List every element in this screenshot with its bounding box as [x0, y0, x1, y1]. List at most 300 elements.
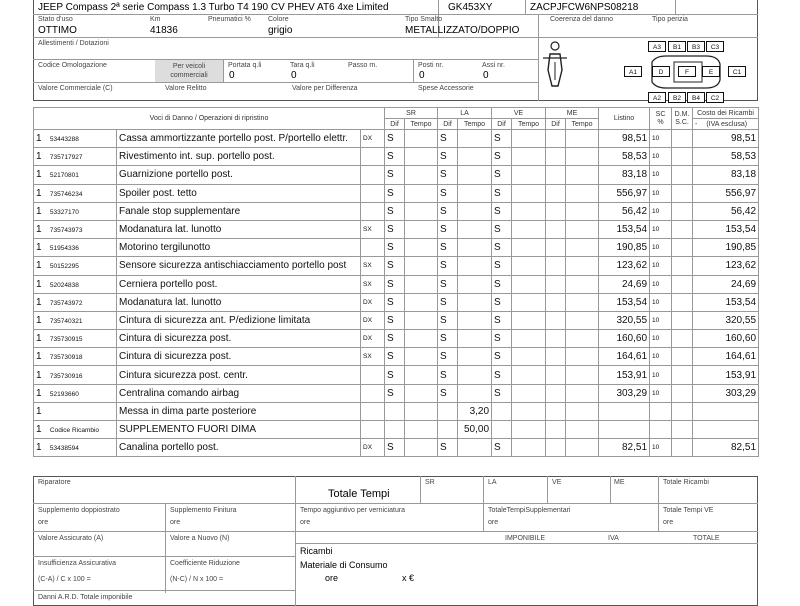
ve-header: VE: [492, 108, 546, 119]
commercial-vehicle-label: Per veicoli commerciali: [170, 63, 208, 79]
sr-tempo-header: Tempo: [405, 119, 438, 130]
row-dm: [672, 384, 693, 402]
table-row: [34, 239, 759, 257]
row-dm: [672, 184, 693, 202]
row-side: [361, 421, 385, 439]
row-cost: 123,62: [693, 257, 759, 275]
row-me-dif: [546, 275, 566, 293]
row-sr-tempo: [405, 257, 438, 275]
footer-la-label: LA: [488, 479, 497, 486]
row-cost: 153,54: [693, 293, 759, 311]
row-me-dif: [546, 421, 566, 439]
la-header: LA: [438, 108, 492, 119]
commercial-value-label: Valore Commerciale (C): [38, 85, 113, 92]
row-ve-dif: S: [492, 330, 512, 348]
row-sr-tempo: [405, 293, 438, 311]
row-me-dif: [546, 239, 566, 257]
row-me-dif: [546, 257, 566, 275]
damage-zone-a1: A1: [624, 66, 642, 77]
row-side: [361, 202, 385, 220]
ve-dif-header: Dif: [492, 119, 512, 130]
row-sc: 10: [650, 348, 672, 366]
row-sr-tempo: [405, 384, 438, 402]
footer-me-label: ME: [614, 479, 625, 486]
row-ve-tempo: [512, 311, 546, 329]
row-la-tempo: 3,20: [458, 402, 492, 420]
row-sr-dif: S: [385, 166, 405, 184]
ricambi-label: Ricambi: [300, 546, 333, 556]
row-sc: 10: [650, 311, 672, 329]
row-ve-dif: [492, 421, 512, 439]
row-sc: 10: [650, 330, 672, 348]
table-row: [34, 202, 759, 220]
row-qty: 1: [36, 278, 42, 290]
row-price: [599, 421, 650, 439]
row-qty: 1: [36, 133, 42, 145]
damage-zone-c2: C2: [706, 92, 724, 103]
row-la-tempo: 50,00: [458, 421, 492, 439]
row-la-dif: [438, 402, 458, 420]
row-ve-tempo: [512, 384, 546, 402]
danni-label: Danni A.R.D. Totale imponibile: [38, 594, 133, 601]
row-la-dif: S: [438, 439, 458, 457]
row-code-cell: [34, 275, 117, 293]
row-dm: [672, 239, 693, 257]
row-me-tempo: [566, 275, 599, 293]
row-sr-tempo: [405, 202, 438, 220]
row-la-tempo: [458, 384, 492, 402]
row-dm: [672, 257, 693, 275]
table-row: [34, 166, 759, 184]
materiale-ore: ore: [325, 573, 339, 583]
row-cost: 24,69: [693, 275, 759, 293]
sc-header: SC %: [650, 108, 672, 130]
row-sr-dif: S: [385, 239, 405, 257]
paint-type-value: METALLIZZATO/DOPPIO: [405, 25, 520, 36]
row-side: [361, 166, 385, 184]
row-code: 735730918: [49, 354, 83, 362]
totale-tempi-ve-label: Totale Tempi VE: [663, 507, 714, 514]
coeff-riduzione-label: Coefficiente Riduzione: [170, 560, 240, 567]
row-la-dif: S: [438, 348, 458, 366]
row-side: [361, 384, 385, 402]
wheelbase-label: Passo m.: [348, 62, 378, 69]
row-code: 53327170: [49, 208, 79, 216]
row-ve-dif: S: [492, 293, 512, 311]
row-la-tempo: [458, 366, 492, 384]
row-me-tempo: [566, 402, 599, 420]
me-header: ME: [546, 108, 599, 119]
row-price: 24,69: [599, 275, 650, 293]
materiale-eur: x €: [402, 573, 415, 583]
row-la-dif: S: [438, 257, 458, 275]
totale-tempi-ve-ore: ore: [663, 519, 674, 526]
row-code-cell: [34, 384, 117, 402]
totals-footer: [33, 476, 758, 606]
row-ve-dif: S: [492, 348, 512, 366]
row-code-cell: [34, 130, 117, 148]
row-code: 51954336: [49, 245, 79, 253]
row-description: Fanale stop supplementare: [117, 202, 361, 220]
row-me-dif: [546, 202, 566, 220]
row-price: 153,54: [599, 293, 650, 311]
row-la-dif: S: [438, 311, 458, 329]
damage-zone-b2: B2: [668, 92, 686, 103]
row-code: 53438594: [49, 445, 79, 453]
row-sr-dif: S: [385, 293, 405, 311]
row-sr-dif: S: [385, 330, 405, 348]
row-ve-tempo: [512, 402, 546, 420]
row-price: 82,51: [599, 439, 650, 457]
row-price: 303,29: [599, 384, 650, 402]
row-me-dif: [546, 348, 566, 366]
row-cost: 153,54: [693, 220, 759, 238]
row-ve-tempo: [512, 421, 546, 439]
row-me-tempo: [566, 293, 599, 311]
row-sr-tempo: [405, 148, 438, 166]
row-description: Centralina comando airbag: [117, 384, 361, 402]
row-side: [361, 148, 385, 166]
formula-b: (N-C) / N x 100 =: [170, 576, 224, 583]
row-la-tempo: [458, 275, 492, 293]
row-la-dif: S: [438, 148, 458, 166]
imponibile-label: IMPONIBILE: [505, 535, 546, 542]
damage-zone-c1: C1: [728, 66, 746, 77]
row-ve-tempo: [512, 239, 546, 257]
row-me-dif: [546, 220, 566, 238]
row-qty: 1: [36, 351, 42, 363]
damage-zone-b4: B4: [687, 92, 705, 103]
row-cost: [693, 402, 759, 420]
row-cost: [693, 421, 759, 439]
supp-finitura-label: Supplemento Finitura: [170, 507, 237, 514]
row-sr-tempo: [405, 348, 438, 366]
row-price: 320,55: [599, 311, 650, 329]
row-sc: 10: [650, 130, 672, 148]
row-qty: 1: [36, 424, 42, 436]
row-qty: 1: [36, 369, 42, 381]
row-la-dif: S: [438, 202, 458, 220]
me-tempo-header: Tempo: [566, 119, 599, 130]
damage-zone-a2: A2: [648, 92, 666, 103]
me-dif-header: Dif: [546, 119, 566, 130]
row-la-tempo: [458, 348, 492, 366]
row-sr-dif: S: [385, 257, 405, 275]
row-ve-dif: S: [492, 220, 512, 238]
row-sc: 10: [650, 239, 672, 257]
row-la-dif: S: [438, 130, 458, 148]
row-ve-tempo: [512, 220, 546, 238]
row-description: Sensore sicurezza antischiacciamento portello post: [117, 257, 361, 275]
km-value: 41836: [150, 25, 178, 36]
row-ve-dif: S: [492, 275, 512, 293]
row-sr-tempo: [405, 275, 438, 293]
damage-zone-b3: B3: [687, 41, 705, 52]
row-ve-tempo: [512, 148, 546, 166]
paint-type-label: Tipo Smalto: [405, 16, 443, 23]
row-ve-dif: S: [492, 202, 512, 220]
row-dm: [672, 148, 693, 166]
row-sr-tempo: [405, 311, 438, 329]
row-la-dif: S: [438, 330, 458, 348]
row-code: 735730916: [49, 372, 83, 380]
row-price: 153,54: [599, 220, 650, 238]
sr-header: SR: [385, 108, 438, 119]
totale-ricambi-label: Totale Ricambi: [663, 479, 709, 486]
row-ve-tempo: [512, 130, 546, 148]
row-me-dif: [546, 184, 566, 202]
row-description: Rivestimento int. sup. portello post.: [117, 148, 361, 166]
damage-zone-a3: A3: [648, 41, 666, 52]
row-code: 52193660: [49, 390, 79, 398]
row-me-tempo: [566, 366, 599, 384]
row-la-tempo: [458, 311, 492, 329]
sr-dif-header: Dif: [385, 119, 405, 130]
homologation-label: Codice Omologazione: [38, 62, 107, 69]
row-dm: [672, 402, 693, 420]
row-ve-tempo: [512, 366, 546, 384]
row-cost: 56,42: [693, 202, 759, 220]
row-description: Cintura di sicurezza ant. P/edizione limitata: [117, 311, 361, 329]
row-cost: 83,18: [693, 166, 759, 184]
tempo-vern-label: Tempo aggiuntivo per verniciatura: [300, 507, 406, 514]
row-code: 735740321: [49, 317, 83, 325]
row-cost: 58,53: [693, 148, 759, 166]
table-row: [34, 275, 759, 293]
tare-value: 0: [291, 70, 297, 81]
totale-supp-ore: ore: [488, 519, 499, 526]
row-sc: 10: [650, 293, 672, 311]
damage-coherence-label: Coerenza del danno: [550, 16, 614, 23]
vehicle-plate: GK453XY: [448, 2, 493, 13]
row-sr-dif: [385, 402, 405, 420]
row-side: SX: [361, 275, 385, 293]
row-me-dif: [546, 366, 566, 384]
tyres-label: Pneumatici %: [208, 16, 251, 23]
row-me-tempo: [566, 384, 599, 402]
row-sr-dif: S: [385, 184, 405, 202]
row-sc: 10: [650, 220, 672, 238]
row-ve-dif: S: [492, 148, 512, 166]
row-dm: [672, 220, 693, 238]
tempo-vern-ore: ore: [300, 519, 311, 526]
vehicle-model: JEEP Compass 2ª serie Compass 1.3 Turbo T4 190 CV PHEV AT6 4xe Limited: [38, 2, 389, 13]
km-label: Km: [150, 16, 161, 23]
row-code: 50152295: [49, 263, 79, 271]
row-description: Guarnizione portello post.: [117, 166, 361, 184]
row-side: SX: [361, 220, 385, 238]
row-qty: 1: [36, 242, 42, 254]
row-code: 53443288: [49, 136, 79, 144]
row-description: Messa in dima parte posteriore: [117, 402, 361, 420]
row-me-tempo: [566, 202, 599, 220]
iva-label: IVA: [608, 535, 619, 542]
valore-nuovo-label: Valore a Nuovo (N): [170, 535, 230, 542]
row-price: 164,61: [599, 348, 650, 366]
row-sc: 10: [650, 384, 672, 402]
tare-label: Tara q.li: [290, 62, 315, 69]
table-row: [34, 366, 759, 384]
row-qty: 1: [36, 296, 42, 308]
state-label: Stato d'uso: [38, 16, 73, 23]
row-me-tempo: [566, 421, 599, 439]
materiale-label: Materiale di Consumo: [300, 560, 388, 570]
row-sr-tempo: [405, 366, 438, 384]
row-me-tempo: [566, 257, 599, 275]
valore-assicurato-label: Valore Assicurato (A): [38, 535, 104, 542]
row-price: 83,18: [599, 166, 650, 184]
row-ve-dif: S: [492, 311, 512, 329]
row-la-tempo: [458, 148, 492, 166]
seats-value: 0: [419, 70, 425, 81]
damage-zone-d: D: [652, 66, 670, 77]
parts-table: [33, 107, 759, 457]
damage-zone-e: E: [702, 66, 720, 77]
row-sc: 10: [650, 257, 672, 275]
row-description: Cassa ammortizzante portello post. P/portello elettr.: [117, 130, 361, 148]
row-qty: 1: [36, 187, 42, 199]
row-description: Cintura di sicurezza post.: [117, 330, 361, 348]
row-cost: 153,91: [693, 366, 759, 384]
row-price: 58,53: [599, 148, 650, 166]
row-ve-tempo: [512, 439, 546, 457]
row-ve-dif: [492, 402, 512, 420]
cost-header: Costo dei Ricambi: [693, 108, 759, 119]
row-description: Canalina portello post.: [117, 439, 361, 457]
row-qty: 1: [36, 405, 42, 417]
formula-a: (C-A) / C x 100 =: [38, 576, 91, 583]
difference-value-label: Valore per Differenza: [292, 85, 358, 92]
axles-label: Assi nr.: [482, 62, 505, 69]
row-sr-dif: S: [385, 202, 405, 220]
table-row: [34, 184, 759, 202]
row-la-tempo: [458, 257, 492, 275]
row-code: 735717927: [49, 154, 83, 162]
row-side: [361, 184, 385, 202]
row-la-dif: S: [438, 166, 458, 184]
row-me-tempo: [566, 439, 599, 457]
row-me-tempo: [566, 330, 599, 348]
expertise-type-label: Tipo perizia: [652, 16, 688, 23]
row-cost: 190,85: [693, 239, 759, 257]
row-qty: 1: [36, 169, 42, 181]
vehicle-vin: ZACPJFCW6NPS08218: [530, 2, 639, 13]
row-sc: 10: [650, 439, 672, 457]
ve-tempo-header: Tempo: [512, 119, 546, 130]
row-me-tempo: [566, 130, 599, 148]
vehicle-silhouette-icon: [540, 40, 570, 92]
row-side: DX: [361, 130, 385, 148]
row-ve-tempo: [512, 293, 546, 311]
row-la-tempo: [458, 202, 492, 220]
row-cost: 82,51: [693, 439, 759, 457]
dm-header: D.M. S.C.: [672, 108, 693, 130]
row-sr-dif: S: [385, 148, 405, 166]
row-description: Spoiler post. tetto: [117, 184, 361, 202]
row-code-cell: [34, 421, 117, 439]
row-cost: 164,61: [693, 348, 759, 366]
row-code-cell: [34, 293, 117, 311]
insufficienza-label: Insufficienza Assicurativa: [38, 560, 117, 567]
footer-sr-label: SR: [425, 479, 435, 486]
supp-doppio-ore: ore: [38, 519, 49, 526]
row-code-cell: [34, 402, 117, 420]
row-sc: [650, 402, 672, 420]
row-qty: 1: [36, 314, 42, 326]
la-dif-header: Dif: [438, 119, 458, 130]
payload-label: Portata q.li: [228, 62, 262, 69]
row-code: 735730915: [49, 336, 83, 344]
row-code-cell: [34, 239, 117, 257]
listino-header: Listino: [599, 108, 650, 130]
row-sc: 10: [650, 184, 672, 202]
row-code-cell: [34, 330, 117, 348]
table-row: [34, 257, 759, 275]
row-sr-dif: S: [385, 439, 405, 457]
row-me-tempo: [566, 184, 599, 202]
row-sr-tempo: [405, 330, 438, 348]
color-label: Colore: [268, 16, 289, 23]
row-qty: 1: [36, 205, 42, 217]
row-sc: [650, 421, 672, 439]
row-qty: 1: [36, 260, 42, 272]
row-ve-tempo: [512, 257, 546, 275]
table-row: [34, 311, 759, 329]
row-sr-dif: S: [385, 130, 405, 148]
row-sr-tempo: [405, 402, 438, 420]
row-la-tempo: [458, 166, 492, 184]
row-me-dif: [546, 148, 566, 166]
table-row: [34, 220, 759, 238]
row-description: Modanatura lat. lunotto: [117, 293, 361, 311]
table-row: [34, 402, 759, 420]
row-me-dif: [546, 293, 566, 311]
row-dm: [672, 293, 693, 311]
row-dm: [672, 130, 693, 148]
table-row: [34, 439, 759, 457]
row-sr-tempo: [405, 130, 438, 148]
row-description: Cerniera portello post.: [117, 275, 361, 293]
row-code-cell: [34, 366, 117, 384]
totale-tempi-label: Totale Tempi: [328, 488, 390, 500]
damage-zone-f: F: [678, 66, 696, 77]
row-code: 735743973: [49, 227, 83, 235]
row-qty: 1: [36, 151, 42, 163]
damage-zone-b1: B1: [668, 41, 686, 52]
row-la-dif: S: [438, 220, 458, 238]
row-side: [361, 366, 385, 384]
row-code-cell: [34, 148, 117, 166]
row-sr-tempo: [405, 421, 438, 439]
fittings-label: Allestimenti / Dotazioni: [38, 40, 109, 47]
row-ve-tempo: [512, 202, 546, 220]
row-side: DX: [361, 311, 385, 329]
row-description: Modanatura lat. lunotto: [117, 220, 361, 238]
payload-value: 0: [229, 70, 235, 81]
table-row: [34, 293, 759, 311]
row-me-dif: [546, 130, 566, 148]
row-dm: [672, 348, 693, 366]
footer-ve-label: VE: [552, 479, 562, 486]
row-code: 52170801: [49, 172, 79, 180]
row-code-cell: [34, 257, 117, 275]
row-la-dif: S: [438, 293, 458, 311]
table-row: [34, 330, 759, 348]
row-side: SX: [361, 257, 385, 275]
color-value: grigio: [268, 25, 293, 36]
row-sc: 10: [650, 275, 672, 293]
row-qty: 1: [36, 333, 42, 345]
